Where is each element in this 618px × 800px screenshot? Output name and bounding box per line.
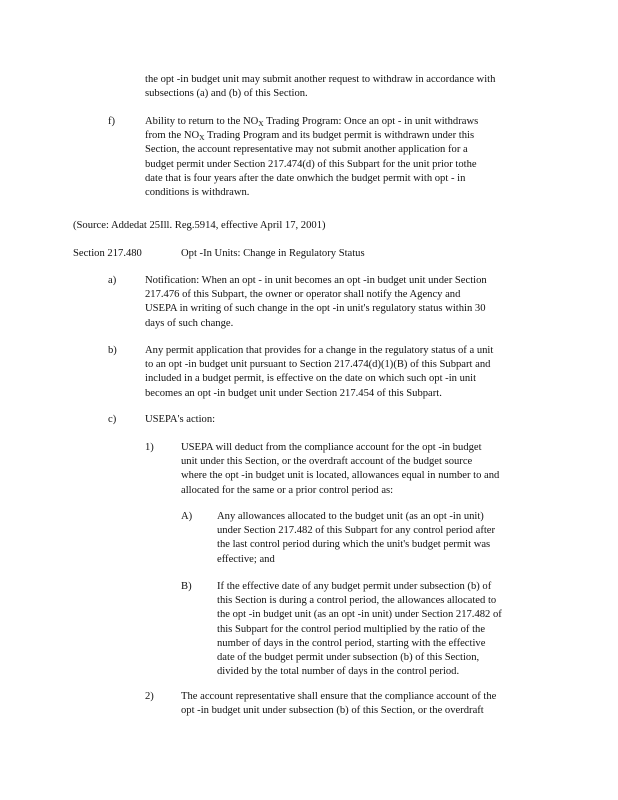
text-line: Section, the account representative may not submit another application for a: [145, 144, 468, 156]
text-line: effective; and: [217, 553, 275, 565]
text-line: becomes an opt -in budget unit under Section 217.454 of this Subpart.: [145, 387, 442, 399]
item-label-c2: 2): [145, 691, 154, 702]
item-b-paragraph: [145, 344, 493, 401]
item-c2-paragraph: [181, 690, 496, 718]
text-line: If the effective date of any budget permit under subsection (b) of: [217, 581, 492, 592]
item-cB-paragraph: [217, 580, 502, 679]
item-c1-paragraph: [181, 441, 499, 498]
item-label-c1: 1): [145, 442, 154, 453]
text-line: USEPA will deduct from the compliance account for the opt -in budget: [181, 442, 482, 453]
text-line: this Subpart for the control period multiplied by the ratio of the: [217, 623, 486, 635]
text-line: the last control period during which the unit's budget permit was: [217, 539, 491, 551]
item-label-f: f): [108, 116, 116, 127]
text-line: from the $NO_X$ Trading Program and its budget permit is withdrawn under this: [145, 130, 475, 143]
item-label-a: a): [108, 275, 117, 286]
item-label-cB: B): [181, 581, 192, 592]
text-line: to an opt -in budget unit pursuant to Section 217.474(d)(1)(B) of this Subpart and: [145, 359, 491, 371]
item-c-heading: USEPA's action:: [145, 414, 216, 425]
text-line: conditions is withdrawn.: [145, 187, 250, 199]
item-label-cA: A): [181, 511, 193, 522]
item-cA-paragraph: [217, 510, 495, 567]
source-note: (Source: Addedat 25Ill. Reg.5914, effective April 17, 2001): [73, 220, 326, 231]
section-number: Section 217.480: [73, 248, 142, 259]
text-line: under Section 217.482 of this Subpart for any control period after: [217, 525, 496, 537]
text-line: 217.476 of this Subpart, the owner or operator shall notify the Agency and: [145, 289, 461, 301]
text-line: The account representative shall ensure that the compliance account of the: [181, 691, 497, 702]
text-line: Any permit application that provides for a change in the regulatory status of a unit: [145, 345, 494, 356]
item-label-b: b): [108, 345, 117, 356]
text-line: opt -in budget unit under subsection (b) of this Section, or the overdraft: [181, 705, 484, 717]
section-title: Opt -In Units: Change in Regulatory Status: [181, 248, 365, 259]
text-line: Any allowances allocated to the budget unit (as an opt -in unit): [217, 511, 484, 522]
text-line: unit under this Section, or the overdraft account of the budget source: [181, 456, 473, 468]
text-line: subsections (a) and (b) of this Section.: [145, 88, 308, 100]
text-line: divided by the total number of days in the control period.: [217, 666, 460, 678]
text-line: Notification: When an opt - in unit becomes an opt -in budget unit under Section: [145, 275, 487, 286]
item-f-paragraph: [145, 115, 478, 200]
item-label-c: c): [108, 414, 117, 425]
text-line: USEPA in writing of such change in the opt -in unit's regulatory status within 30: [145, 303, 486, 315]
continuation-paragraph: [145, 73, 495, 101]
text-line: the opt -in budget unit (as an opt -in unit) under Section 217.482 of: [217, 609, 502, 621]
text-line: allocated for the same or a prior control period as:: [181, 484, 394, 496]
text-line: budget permit under Section 217.474(d) of this Subpart for the unit prior tothe: [145, 158, 477, 170]
text-line: the opt -in budget unit may submit another request to withdraw in accordance with: [145, 74, 496, 85]
subscript-x: X: [199, 133, 205, 143]
text-line: number of days in the control period, starting with the effective: [217, 637, 486, 649]
text-line: date that is four years after the date onwhich the budget permit with opt - in: [145, 172, 466, 184]
text-line: this Section is during a control period, the allowances allocated to: [217, 595, 497, 607]
text-line: date of the budget permit under subsection (b) of this Section,: [217, 652, 480, 664]
text-line: days of such change.: [145, 317, 234, 329]
item-a-paragraph: [145, 274, 487, 331]
text-line: included in a budget permit, is effective on the date on which such opt -in unit: [145, 373, 477, 385]
text-line: Ability to return to the $NO_X$ Trading Program: Once an opt - in unit withdraws: [145, 116, 479, 128]
text-line: where the opt -in budget unit is located, allowances equal in number to and: [181, 470, 500, 482]
subscript-x: X: [258, 119, 264, 128]
